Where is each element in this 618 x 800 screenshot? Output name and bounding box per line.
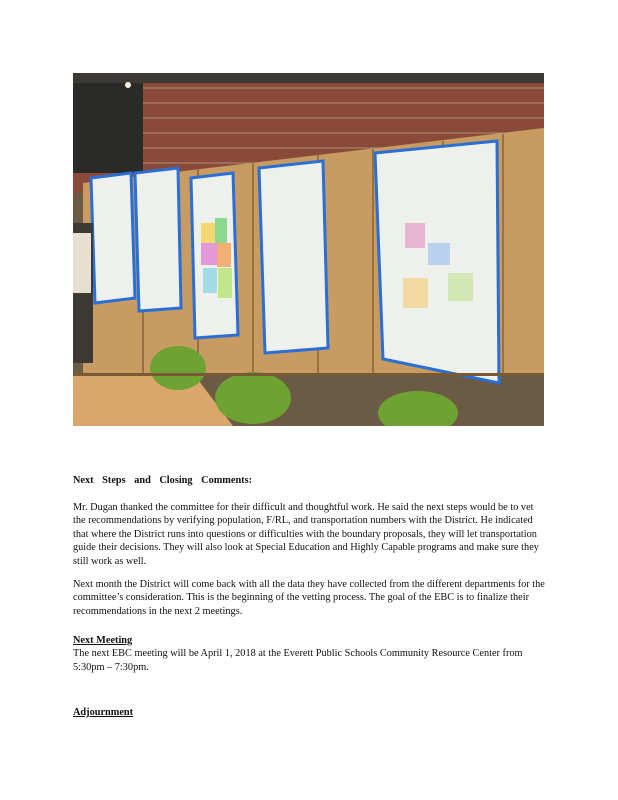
adjournment-section <box>73 706 545 719</box>
closing-paragraph-2 <box>73 578 545 618</box>
closing-paragraph-1 <box>73 501 545 568</box>
section-heading-next-meeting: Next Meeting <box>73 635 133 646</box>
boundary-maps-photo-icon <box>73 73 544 426</box>
next-meeting-section <box>73 634 545 674</box>
next-meeting-text: The next EBC meeting will be April 1, 2018 at the Everett Public Schools Community Resource Center from 5:30pm – 7:30pm. <box>73 648 523 673</box>
paragraph-text: Mr. Dugan thanked the committee for their difficult and thoughtful work. He said the next steps would be to vet the recommendations by verifying population, F/RL, and transportation numbers with the District. He indicated that where the District runs into questions or difficulties with the boundary proposals, they will let transportation guide their decisions. They will also look at Special Education and Highly Capable programs and make sure they still work as well. <box>73 502 539 567</box>
closing-section <box>73 474 545 487</box>
paragraph-text: Next month the District will come back with all the data they have collected from the different departments for the committee’s consideration. This is the beginning of the vetting process. The goal of the EBC is to finalize their recommendations in the next 2 meetings. <box>73 579 545 617</box>
meeting-photo <box>73 73 544 426</box>
section-heading-adjournment: Adjournment <box>73 707 134 718</box>
section-heading-next-steps: Next Steps and Closing Comments: <box>73 475 253 486</box>
